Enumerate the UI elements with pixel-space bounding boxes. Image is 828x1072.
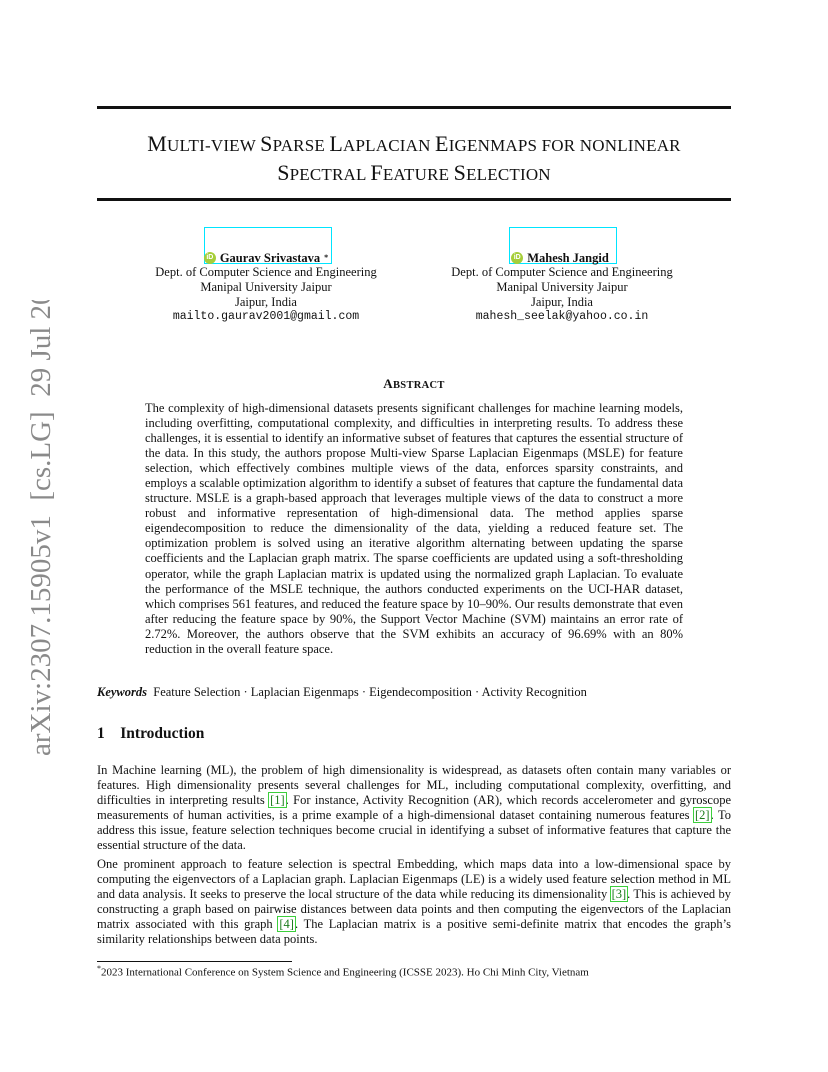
footnote-text: 2023 International Conference on System Science and Engineering (ICSSE 2023). Ho Chi Minh City, Vietnam	[101, 966, 589, 979]
intro-paragraph-2: One prominent approach to feature selection is spectral Embedding, which maps data into a low-dimensional space by computing the eigenvectors of a Laplacian graph. Laplacian Eigenmaps (LE) is a widely used feature selection method in ML and data analysis. It seeks to preserve the local structure of the data while reducing its dimensionality [3]. This is achieved by constructing a graph based on pairwise distances between data points and then computing the eigenvectors of the Laplacian matrix associated with this graph [4]. The Laplacian matrix is a positive semi-definite matrix that encodes the graph’s similarity relationships between data points.	[97, 857, 731, 947]
section-heading	[97, 725, 204, 743]
citation-link[interactable]: [2]	[695, 808, 710, 823]
footnote-rule	[97, 961, 292, 962]
author-2-name[interactable]: iD Mahesh Jangid	[511, 251, 613, 266]
keywords-list: Feature Selection · Laplacian Eigenmaps · Eigendecomposition · Activity Recognition	[153, 685, 587, 699]
keywords	[97, 685, 737, 700]
author-footnote-mark[interactable]: *	[324, 252, 329, 262]
author-1-location: Jaipur, India	[235, 295, 297, 309]
author-1	[140, 248, 392, 325]
author-1-name[interactable]: iD Gaurav Srivastava *	[204, 251, 328, 266]
orcid-icon[interactable]: iD	[204, 252, 216, 264]
section-title: Introduction	[120, 725, 205, 742]
author-2-location: Jaipur, India	[531, 295, 593, 309]
orcid-icon[interactable]: iD	[511, 252, 523, 264]
author-2-dept: Dept. of Computer Science and Engineering	[451, 265, 673, 280]
citation-link[interactable]: [1]	[270, 793, 285, 808]
abstract-text: The complexity of high-dimensional datasets presents significant challenges for machine learning models, including overfitting, computational complexity, and difficulties in interpreting results. To address these challenges, it is essential to identify an informative subset of features that captures the essential structure of the data. In this study, the authors propose Multi-view Sparse Laplacian Eigenmaps (MSLE) for feature selection, which effectively combines multiple views of the data, enforces sparsity constraints, and employs a scalable optimization algorithm to identify a subset of features that capture the fundamental data structure. MSLE is a graph-based approach that leverages multiple views of the data to construct a more robust and informative representation of high-dimensional data. The method applies sparse eigendecomposition to reduce the dimensionality of the data, yielding a reduced feature set. The optimization problem is solved using an iterative algorithm alternating between updating the sparse coefficients and the Laplacian graph matrix. The sparse coefficients are updated using a soft-thresholding operator, while the graph Laplacian matrix is updated using the normalized graph Laplacian. To evaluate the performance of the MSLE technique, the authors conducted experiments on the UCI-HAR dataset, which comprises 561 features, and reduced the feature space by 10–90%. Our results demonstrate that even after reducing the feature space by 90%, the Support Vector Machine (SVM) maintains an error rate of 2.72%. Moreover, the authors observe that the SVM exhibits an accuracy of 96.69% with an 80% reduction in the overall feature space.	[145, 401, 683, 656]
author-1-email[interactable]: mailto.gaurav2001@gmail.com	[172, 309, 360, 323]
footnote	[97, 964, 737, 979]
section-number: 1	[97, 725, 105, 742]
abstract-heading: ABSTRACT	[383, 376, 445, 391]
title-rule-top	[97, 106, 731, 109]
author-1-university: Manipal University Jaipur	[200, 280, 332, 295]
author-1-dept: Dept. of Computer Science and Engineering	[155, 265, 377, 280]
author-2-university: Manipal University Jaipur	[496, 280, 628, 295]
keywords-label: Keywords	[97, 685, 147, 699]
author-2	[436, 248, 688, 325]
arxiv-stamp	[8, 300, 68, 760]
citation-link[interactable]: [4]	[279, 917, 294, 932]
citation-link[interactable]: [3]	[611, 887, 627, 902]
title-line-2: SPECTRAL FEATURE SELECTION	[277, 160, 551, 185]
title-rule-bottom	[97, 198, 731, 201]
arxiv-id: arXiv:2307.15905v1 [cs.LG] 29 Jul 2023	[25, 300, 57, 756]
author-2-email[interactable]: mahesh_seelak@yahoo.co.in	[475, 309, 649, 323]
intro-paragraph-1: In Machine learning (ML), the problem of high dimensionality is widespread, as datasets often contain many variables or features. High dimensionality presents several challenges for ML, including computational complexity, overfitting, and difficulties in interpreting results [1]. For instance, Activity Recognition (AR), which records accelerometer and gyroscope measurements of human activities, is a prime example of a high-dimensional dataset containing numerous features [2]. To address this issue, feature selection techniques become crucial in identifying a subset of informative features that capture the essential structure of the data.	[97, 763, 731, 853]
paper-title	[97, 130, 731, 188]
title-line-1: MULTI-VIEW SPARSE LAPLACIAN EIGENMAPS FOR NONLINEAR	[147, 131, 681, 156]
footnote-mark: *	[97, 964, 101, 973]
